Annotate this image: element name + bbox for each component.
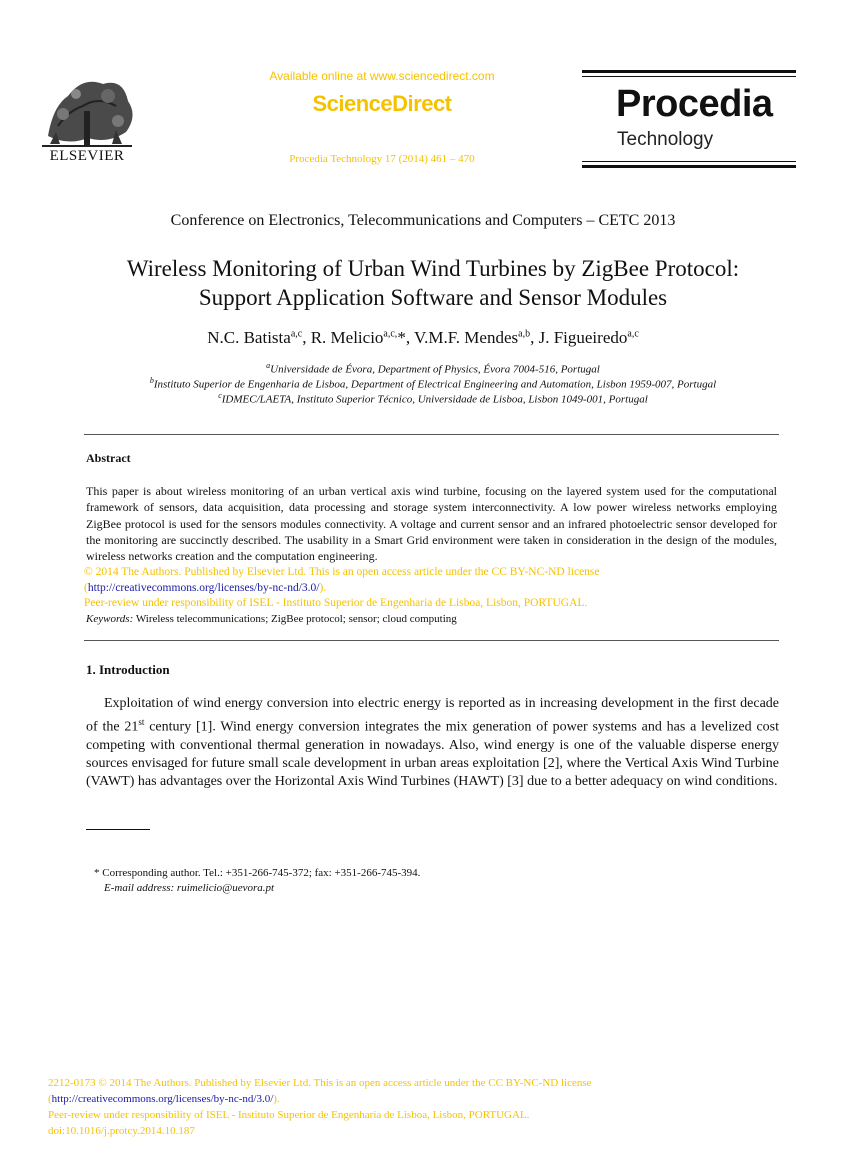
procedia-logo: Procedia — [616, 83, 773, 125]
abstract-text: This paper is about wireless monitoring of an urban vertical axis wind turbine, focusing on the layered system used for the computational framework of sensors, data acquisition, data processing and storage system interconnectivity. A low power wireless networks employing ZigBee protocol is used for the sensors modules connectivity. A voltage and current sensor and an infrared photoelectric sensor developed for the monitoring are succinctly described. The usability in a Smart Grid environment were taken in consideration in the design of the modules, wireless networks creation and the computation engineering. — [86, 484, 777, 564]
footer-issn-license: 2212-0173 © 2014 The Authors. Published by Elsevier Ltd. This is an open access article under the CC BY-NC-ND license — [48, 1077, 592, 1089]
license-statement: © 2014 The Authors. Published by Elsevier Ltd. This is an open access article under the CC BY-NC-ND license — [84, 566, 600, 578]
footer-peer-review: Peer-review under responsibility of ISEL - Instituto Superior de Engenharia de Lisboa, Lisbon, PORTUGAL. — [48, 1109, 530, 1121]
publisher-name: ELSEVIER — [49, 148, 125, 164]
affiliation-a: $^a$Universidade de Évora, Department of Physics, Évora 7004-516, Portugal — [266, 361, 600, 376]
keywords-list: Wireless telecommunications; ZigBee protocol; sensor; cloud computing — [135, 613, 457, 625]
conference-name: Conference on Electronics, Telecommunications and Computers – CETC 2013 — [170, 212, 676, 229]
corresponding-author: * Corresponding author. Tel.: +351-266-745-372; fax: +351-266-745-394. — [94, 867, 421, 879]
keywords — [86, 613, 457, 625]
author-affil: a,c — [290, 328, 303, 340]
keywords-label: Keywords: — [86, 613, 134, 625]
technology-logo: Technology — [617, 129, 714, 150]
available-online-link[interactable]: Available online at www.sciencedirect.com — [269, 69, 495, 83]
corresponding-star: * — [397, 328, 406, 347]
email-label: E-mail address: — [104, 882, 175, 894]
email-address[interactable]: ruimelicio@uevora.pt — [176, 882, 275, 894]
footer-license-url: (http://creativecommons.org/licenses/by-nc-nd/3.0/). — [48, 1093, 280, 1105]
footnote-rule — [86, 829, 150, 830]
author-name: V.M.F. Mendes — [414, 328, 519, 347]
author-affil: a,c — [627, 328, 639, 340]
title-line-2: Support Application Software and Sensor Modules — [198, 285, 668, 310]
section-heading: 1. Introduction — [86, 662, 170, 677]
sciencedirect-logo[interactable]: ScienceDirect — [312, 91, 452, 116]
author-name: R. Melicio — [310, 328, 384, 347]
divider — [84, 640, 779, 641]
affiliation-c: $^c$IDMEC/LAETA, Instituto Superior Técnico, Universidade de Lisboa, Lisbon 1049-001, Portugal — [218, 391, 648, 406]
corresponding-footnote — [94, 866, 420, 896]
title-line-1: Wireless Monitoring of Urban Wind Turbines by ZigBee Protocol: — [126, 256, 740, 281]
author-affil: a,c, — [383, 328, 398, 340]
paper-title — [60, 254, 806, 312]
author-name: N.C. Batista — [207, 328, 291, 347]
author-name: J. Figueiredo — [538, 328, 628, 347]
abstract-heading: Abstract — [86, 451, 131, 465]
license-link[interactable]: http://creativecommons.org/licenses/by-nc-nd/3.0/ — [87, 582, 320, 594]
affiliation-b: $^b$Instituto Superior de Engenharia de Lisboa, Department of Electrical Engineering and Automation, Lisbon 1959-007, Portugal — [149, 376, 717, 391]
footer-doi[interactable]: doi:10.1016/j.protcy.2014.10.187 — [48, 1125, 195, 1137]
author-affil: a,b — [518, 328, 531, 340]
divider — [84, 434, 779, 435]
intro-paragraph: Exploitation of wind energy conversion into electric energy is reported as in increasing development in the first decade of the 21st century [1]. Wind energy conversion integrates the mix generation of power systems and has a levelized cost competing with conventional thermal generation in nowadays. Also, wind energy is one of the valuable disperse energy sources envisaged for future small scale development in urban areas exploitation [2], where the Vertical Axis Wind Turbine (VAWT) has advantages over the Horizontal Axis Wind Turbines (HAWT) [3] due to a better adequacy on wind conditions. — [86, 696, 780, 789]
footer-license-link[interactable]: http://creativecommons.org/licenses/by-nc-nd/3.0/ — [51, 1093, 274, 1105]
peer-review-statement: Peer-review under responsibility of ISEL - Instituto Superior de Engenharia de Lisboa, Lisbon, PORTUGAL. — [84, 597, 588, 609]
journal-reference: Procedia Technology 17 (2014) 461 – 470 — [289, 153, 475, 165]
author-list: N.C. Batista$^{a,c}$, R. Melicio$^{a,c,}$*, V.M.F. Mendes$^{a,b}$, J. Figueiredo$^{a,c}$ — [207, 328, 639, 347]
license-url-line: (http://creativecommons.org/licenses/by-nc-nd/3.0/). — [84, 582, 327, 594]
